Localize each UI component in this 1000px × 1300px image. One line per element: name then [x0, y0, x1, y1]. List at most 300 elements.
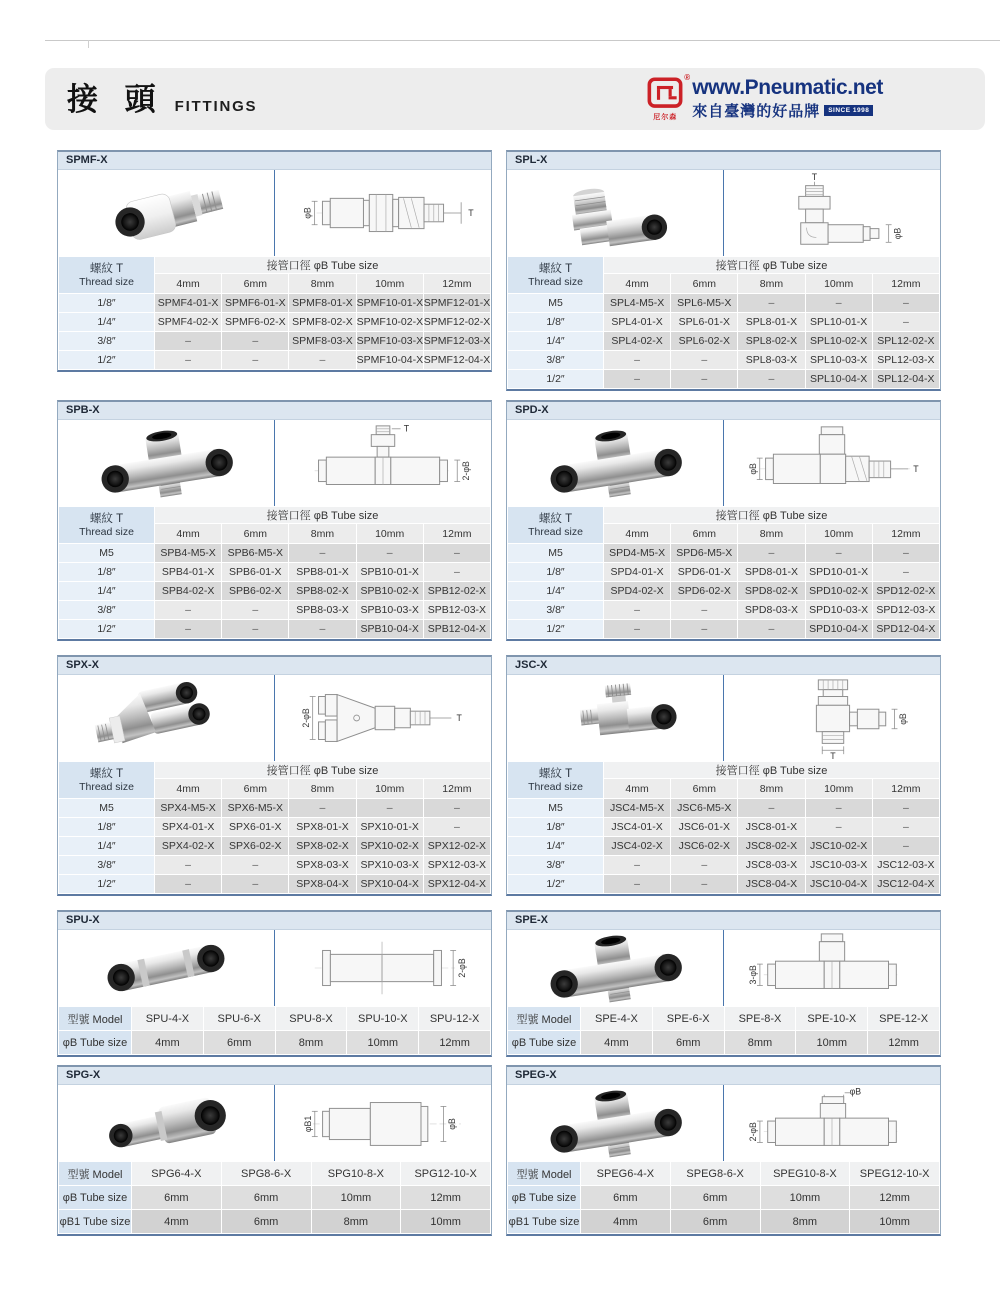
model-cell: SPL6-02-X [671, 332, 737, 350]
photo-svg [522, 930, 708, 1006]
size-cell: 4mm [581, 1031, 652, 1054]
model-cell: – [155, 856, 221, 874]
model-cell: SPB12-04-X [424, 620, 490, 638]
model-cell: – [289, 544, 355, 562]
model-cell: SPG10-8-X [312, 1162, 401, 1185]
spec-table [58, 1161, 491, 1234]
model-cell: SPE-6-X [653, 1007, 724, 1030]
model-cell: SPL6-M5-X [671, 294, 737, 312]
model-cell: SPG6-4-X [132, 1162, 221, 1185]
column-header-cell: 6mm [222, 524, 288, 543]
model-cell: – [738, 799, 804, 817]
thread-label-cell: 1/2″ [508, 620, 603, 638]
model-cell: SPX12-04-X [424, 875, 490, 893]
model-cell: – [222, 856, 288, 874]
model-cell: – [222, 351, 288, 369]
model-cell: SPMF12-01-X [424, 294, 490, 312]
model-cell: SPL4-01-X [604, 313, 670, 331]
model-cell: – [289, 620, 355, 638]
model-cell: SPB8-02-X [289, 582, 355, 600]
since-badge: SINCE 1998 [824, 105, 873, 116]
model-cell: SPL10-04-X [806, 370, 872, 388]
model-cell: JSC4-M5-X [604, 799, 670, 817]
model-cell: – [806, 294, 872, 312]
thread-label-cell: 1/2″ [508, 875, 603, 893]
section-title: SPL-X [507, 152, 940, 170]
section-title: SPE-X [507, 912, 940, 930]
model-cell: SPMF10-02-X [357, 313, 423, 331]
model-cell: SPE-10-X [796, 1007, 867, 1030]
model-cell: SPD6-02-X [671, 582, 737, 600]
size-cell: 4mm [581, 1210, 670, 1233]
table-row [59, 799, 490, 817]
model-cell: SPB6-M5-X [222, 544, 288, 562]
table-row [508, 601, 939, 619]
model-cell: – [155, 332, 221, 350]
model-cell: SPX10-03-X [357, 856, 423, 874]
model-cell: SPB4-02-X [155, 582, 221, 600]
model-cell: SPD4-01-X [604, 563, 670, 581]
table-row [508, 1007, 939, 1030]
thread-size-header-cell: 螺紋 T Thread size [508, 762, 603, 798]
row-label-cell: φB1 Tube size [508, 1210, 580, 1233]
model-cell: SPL10-01-X [806, 313, 872, 331]
model-cell: SPL8-01-X [738, 313, 804, 331]
brand-url: www.Pneumatic.net [692, 76, 883, 99]
thread-label-cell: 1/8″ [508, 563, 603, 581]
drawing-svg [728, 1085, 936, 1161]
svg-text:φB: φB [447, 1118, 458, 1130]
tube-size-header-cell: 接管口徑 φB Tube size [604, 762, 939, 778]
size-cell: 8mm [725, 1031, 796, 1054]
row-label-cell: φB Tube size [508, 1186, 580, 1209]
thread-size-header-cell: 螺紋 T Thread size [59, 257, 154, 293]
table-row [59, 837, 490, 855]
column-header-cell: 8mm [289, 274, 355, 293]
model-cell: SPB12-03-X [424, 601, 490, 619]
column-header-cell: 10mm [357, 274, 423, 293]
section-spx-x [57, 655, 492, 896]
table-row [59, 1007, 490, 1030]
model-cell: SPMF8-02-X [289, 313, 355, 331]
model-cell: SPB4-M5-X [155, 544, 221, 562]
model-cell: SPE-8-X [725, 1007, 796, 1030]
column-header-cell: 10mm [806, 779, 872, 798]
model-cell: SPX4-M5-X [155, 799, 221, 817]
model-cell: SPX8-02-X [289, 837, 355, 855]
model-cell: SPMF4-02-X [155, 313, 221, 331]
model-cell: – [604, 601, 670, 619]
thread-label-cell: 3/8″ [508, 351, 603, 369]
model-cell: SPD4-M5-X [604, 544, 670, 562]
model-cell: SPMF8-01-X [289, 294, 355, 312]
model-cell: – [671, 370, 737, 388]
model-cell: – [671, 620, 737, 638]
table-row [508, 332, 939, 350]
photo-svg [522, 174, 708, 252]
thread-size-header-cell: 螺紋 T Thread size [508, 507, 603, 543]
photo-svg [73, 1085, 259, 1161]
svg-text:3-φB: 3-φB [748, 965, 758, 985]
model-cell: – [155, 620, 221, 638]
section-image-area [507, 170, 940, 256]
model-cell: – [738, 620, 804, 638]
column-header-cell: 4mm [155, 274, 221, 293]
model-cell: SPU-10-X [347, 1007, 418, 1030]
drawing-svg [279, 676, 487, 760]
drawing-svg [279, 930, 487, 1006]
model-cell: – [738, 544, 804, 562]
section-image-area [507, 1085, 940, 1161]
drawing-svg [279, 1085, 487, 1161]
size-cell: 10mm [401, 1210, 490, 1233]
table-row [508, 837, 939, 855]
photo-svg [522, 679, 708, 757]
thread-label-cell: 1/8″ [59, 563, 154, 581]
model-cell: – [424, 799, 490, 817]
thread-label-cell: 1/2″ [59, 351, 154, 369]
drawing-svg [728, 930, 936, 1006]
table-row [508, 1031, 939, 1054]
svg-text:φB: φB [849, 1086, 862, 1097]
thread-label-cell: 1/8″ [59, 294, 154, 312]
section-image-area [58, 1085, 491, 1161]
section-title: SPB-X [58, 402, 491, 420]
table-row [59, 351, 490, 369]
spec-table [507, 256, 940, 389]
model-cell: – [671, 856, 737, 874]
table-row [508, 620, 939, 638]
table-row [59, 332, 490, 350]
table-row [508, 563, 939, 581]
table-row [59, 1210, 490, 1233]
model-cell: SPU-4-X [132, 1007, 203, 1030]
model-cell: SPB12-02-X [424, 582, 490, 600]
size-cell: 10mm [347, 1031, 418, 1054]
table-row [59, 544, 490, 562]
technical-drawing [275, 930, 491, 1006]
model-cell: JSC4-01-X [604, 818, 670, 836]
section-title: JSC-X [507, 657, 940, 675]
section-spu-x [57, 910, 492, 1057]
size-cell: 12mm [419, 1031, 490, 1054]
section-image-area [58, 420, 491, 506]
row-label-cell: 型號 Model [59, 1007, 131, 1030]
table-row [508, 1162, 939, 1185]
product-photo [507, 675, 724, 761]
thread-label-cell: 1/4″ [508, 332, 603, 350]
section-spb-x [57, 400, 492, 641]
model-cell: SPD8-01-X [738, 563, 804, 581]
model-cell: JSC12-03-X [873, 856, 939, 874]
table-header-row [59, 507, 490, 523]
thread-label-cell: 1/2″ [59, 875, 154, 893]
model-cell: SPG12-10-X [401, 1162, 490, 1185]
model-cell: SPX8-04-X [289, 875, 355, 893]
model-cell: – [222, 332, 288, 350]
brand-sub-text: 尼尔森 [653, 114, 678, 121]
svg-text:2-φB: 2-φB [748, 1122, 758, 1142]
model-cell: SPB10-01-X [357, 563, 423, 581]
model-cell: – [738, 370, 804, 388]
table-row [59, 620, 490, 638]
brand-mark-icon [647, 77, 683, 111]
tube-size-header-cell: 接管口徑 φB Tube size [604, 507, 939, 523]
model-cell: – [155, 875, 221, 893]
table-row [508, 544, 939, 562]
model-cell: SPU-8-X [276, 1007, 347, 1030]
table-row [508, 799, 939, 817]
page-header [45, 68, 985, 130]
thread-label-cell: M5 [59, 799, 154, 817]
section-image-area [58, 675, 491, 761]
section-spl-x [506, 150, 941, 391]
photo-svg [73, 679, 259, 757]
size-cell: 6mm [653, 1031, 724, 1054]
product-photo [58, 420, 275, 506]
photo-svg [522, 1085, 708, 1161]
spec-table [58, 256, 491, 370]
model-cell: JSC12-04-X [873, 875, 939, 893]
model-cell: SPMF8-03-X [289, 332, 355, 350]
row-label-cell: 型號 Model [508, 1162, 580, 1185]
spec-table [58, 506, 491, 639]
model-cell: – [222, 875, 288, 893]
model-cell: SPL12-03-X [873, 351, 939, 369]
column-header-cell: 4mm [604, 274, 670, 293]
model-cell: JSC4-02-X [604, 837, 670, 855]
svg-text:2-φB: 2-φB [300, 708, 311, 728]
model-cell: – [424, 544, 490, 562]
model-cell: SPL10-02-X [806, 332, 872, 350]
tube-size-header-cell: 接管口徑 φB Tube size [155, 257, 490, 273]
table-header-row [508, 507, 939, 523]
model-cell: SPB6-01-X [222, 563, 288, 581]
column-header-cell: 4mm [155, 779, 221, 798]
model-cell: – [671, 875, 737, 893]
section-title: SPX-X [58, 657, 491, 675]
section-image-area [507, 675, 940, 761]
model-cell: SPD6-01-X [671, 563, 737, 581]
product-photo [507, 1085, 724, 1161]
model-cell: – [671, 351, 737, 369]
model-cell: SPL12-02-X [873, 332, 939, 350]
brand-tagline: 來自臺灣的好品牌 [692, 103, 821, 121]
table-row [59, 1162, 490, 1185]
column-header-cell: 10mm [357, 524, 423, 543]
photo-svg [522, 424, 708, 502]
table-row [59, 856, 490, 874]
table-row [508, 1210, 939, 1233]
model-cell: – [806, 799, 872, 817]
size-cell: 6mm [222, 1186, 311, 1209]
size-cell: 6mm [581, 1186, 670, 1209]
model-cell: SPMF10-03-X [357, 332, 423, 350]
section-image-area [507, 420, 940, 506]
model-cell: SPEG6-4-X [581, 1162, 670, 1185]
product-photo [507, 420, 724, 506]
column-header-cell: 4mm [155, 524, 221, 543]
drawing-svg [728, 171, 936, 255]
model-cell: – [222, 601, 288, 619]
model-cell: SPX6-01-X [222, 818, 288, 836]
model-cell: SPEG10-8-X [761, 1162, 850, 1185]
thread-label-cell: 1/4″ [59, 313, 154, 331]
column-header-cell: 12mm [873, 779, 939, 798]
model-cell: JSC6-M5-X [671, 799, 737, 817]
table-row [508, 351, 939, 369]
technical-drawing [275, 170, 491, 256]
technical-drawing [724, 675, 940, 761]
model-cell: SPX6-M5-X [222, 799, 288, 817]
page-title-english: FITTINGS [174, 97, 258, 115]
table-header-row [59, 762, 490, 778]
model-cell: JSC6-01-X [671, 818, 737, 836]
svg-text:T: T [811, 171, 818, 182]
size-cell: 10mm [312, 1186, 401, 1209]
model-cell: – [357, 799, 423, 817]
model-cell: – [289, 799, 355, 817]
photo-svg [73, 174, 259, 252]
thread-label-cell: 1/8″ [508, 818, 603, 836]
section-title: SPG-X [58, 1067, 491, 1085]
model-cell: – [873, 313, 939, 331]
column-header-cell: 8mm [738, 524, 804, 543]
size-cell: 12mm [868, 1031, 939, 1054]
model-cell: JSC6-02-X [671, 837, 737, 855]
model-cell: SPX12-02-X [424, 837, 490, 855]
drawing-svg [279, 171, 487, 255]
product-photo [58, 170, 275, 256]
column-header-cell: 6mm [671, 274, 737, 293]
size-cell: 6mm [671, 1210, 760, 1233]
model-cell: SPD12-03-X [873, 601, 939, 619]
model-cell: SPMF12-02-X [424, 313, 490, 331]
product-photo [507, 170, 724, 256]
model-cell: JSC8-04-X [738, 875, 804, 893]
model-cell: – [289, 351, 355, 369]
model-cell: SPE-12-X [868, 1007, 939, 1030]
model-cell: SPX4-01-X [155, 818, 221, 836]
thread-label-cell: 1/2″ [508, 370, 603, 388]
model-cell: SPD10-01-X [806, 563, 872, 581]
model-cell: – [424, 818, 490, 836]
thread-label-cell: 1/8″ [508, 313, 603, 331]
column-header-cell: 4mm [604, 524, 670, 543]
table-row [59, 582, 490, 600]
section-speg-x [506, 1065, 941, 1236]
model-cell: SPMF6-02-X [222, 313, 288, 331]
size-cell: 6mm [671, 1186, 760, 1209]
table-row [508, 856, 939, 874]
row-label-cell: 型號 Model [59, 1162, 131, 1185]
svg-text:φB: φB [892, 227, 903, 240]
size-cell: 6mm [204, 1031, 275, 1054]
thread-size-header-cell: 螺紋 T Thread size [59, 507, 154, 543]
svg-text:φB: φB [302, 207, 313, 219]
model-cell: – [806, 818, 872, 836]
section-title: SPD-X [507, 402, 940, 420]
size-cell: 12mm [401, 1186, 490, 1209]
section-image-area [507, 930, 940, 1006]
size-cell: 4mm [132, 1210, 221, 1233]
svg-text:T: T [403, 423, 410, 434]
section-spg-x [57, 1065, 492, 1236]
model-cell: JSC10-04-X [806, 875, 872, 893]
svg-text:2-φB: 2-φB [456, 958, 467, 978]
model-cell: – [806, 544, 872, 562]
spec-table [507, 1006, 940, 1055]
spec-table [507, 506, 940, 639]
thread-label-cell: M5 [59, 544, 154, 562]
thread-label-cell: 3/8″ [59, 601, 154, 619]
technical-drawing [724, 1085, 940, 1161]
size-cell: 10mm [761, 1186, 850, 1209]
model-cell: SPU-12-X [419, 1007, 490, 1030]
model-cell: SPEG12-10-X [850, 1162, 939, 1185]
section-jsc-x [506, 655, 941, 896]
table-row [59, 1186, 490, 1209]
thread-label-cell: M5 [508, 544, 603, 562]
row-label-cell: φB1 Tube size [59, 1210, 131, 1233]
model-cell: SPB10-03-X [357, 601, 423, 619]
model-cell: – [873, 563, 939, 581]
column-header-cell: 8mm [738, 274, 804, 293]
thread-label-cell: 1/2″ [59, 620, 154, 638]
column-header-cell: 4mm [604, 779, 670, 798]
model-cell: SPX10-04-X [357, 875, 423, 893]
model-cell: SPB10-02-X [357, 582, 423, 600]
size-cell: 8mm [761, 1210, 850, 1233]
table-row [59, 818, 490, 836]
model-cell: – [357, 544, 423, 562]
column-header-cell: 12mm [424, 779, 490, 798]
page-title-chinese: 接 頭 [67, 81, 165, 117]
model-cell: SPU-6-X [204, 1007, 275, 1030]
model-cell: SPG8-6-X [222, 1162, 311, 1185]
thread-label-cell: 3/8″ [59, 332, 154, 350]
table-row [59, 601, 490, 619]
column-header-cell: 12mm [873, 524, 939, 543]
product-photo [507, 930, 724, 1006]
model-cell: SPMF12-04-X [424, 351, 490, 369]
drawing-svg [728, 676, 936, 760]
model-cell: SPD12-04-X [873, 620, 939, 638]
size-cell: 6mm [222, 1210, 311, 1233]
model-cell: SPL10-03-X [806, 351, 872, 369]
column-header-cell: 6mm [671, 524, 737, 543]
table-row [508, 818, 939, 836]
table-header-row [508, 762, 939, 778]
model-cell: – [604, 620, 670, 638]
thread-size-header-cell: 螺紋 T Thread size [508, 257, 603, 293]
brand-mark [647, 73, 691, 122]
thread-label-cell: 3/8″ [59, 856, 154, 874]
size-cell: 10mm [796, 1031, 867, 1054]
thread-label-cell: 1/4″ [508, 582, 603, 600]
model-cell: SPD10-04-X [806, 620, 872, 638]
model-cell: SPL4-02-X [604, 332, 670, 350]
technical-drawing [275, 420, 491, 506]
column-header-cell: 6mm [222, 779, 288, 798]
svg-text:T: T [468, 207, 474, 218]
top-rule-tick [88, 40, 89, 48]
section-image-area [58, 170, 491, 256]
model-cell: SPB6-02-X [222, 582, 288, 600]
tube-size-header-cell: 接管口徑 φB Tube size [604, 257, 939, 273]
model-cell: SPB8-01-X [289, 563, 355, 581]
model-cell: – [155, 601, 221, 619]
